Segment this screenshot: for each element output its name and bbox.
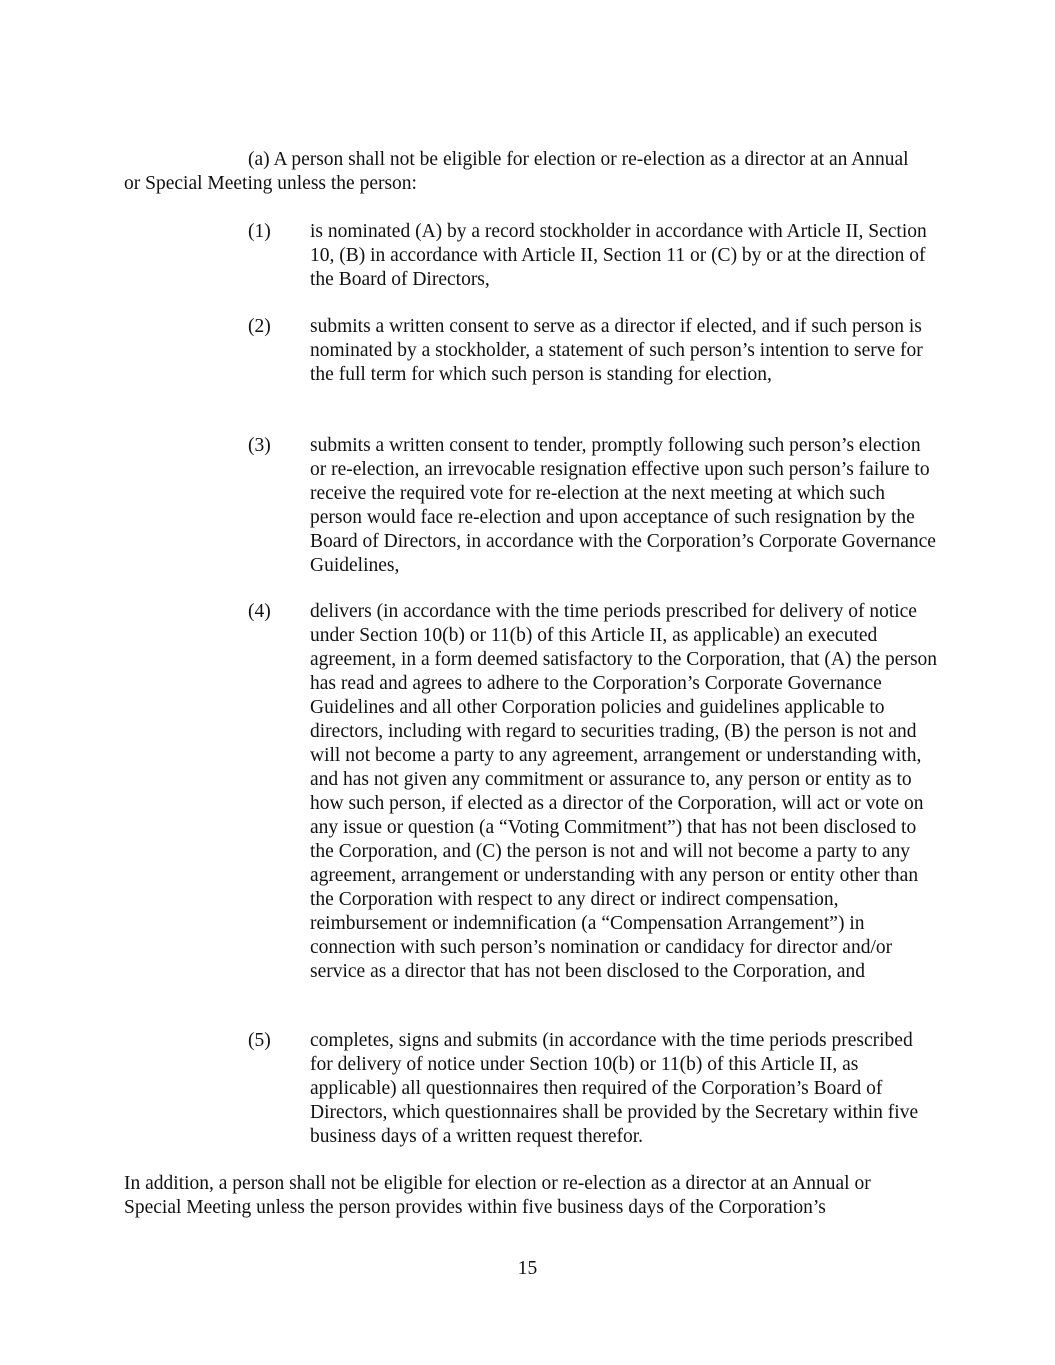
list-item-text: submits a written consent to serve as a director if elected, and if such person is nominated by a stockholder, a statement of such person’s intention to serve for the full term for which such person is standing for election,: [310, 316, 923, 385]
page-number: 15: [517, 1258, 538, 1279]
list-item-number: (3): [248, 435, 271, 456]
list-item-text: delivers (in accordance with the time periods prescribed for delivery of notice under Section 10(b) or 11(b) of this Article II, as applicable) an executed agreement, in a form deemed satisfactory to the Corporation, that (A) the person has read and agrees to adhere to the Corporation’s Corporate Governance Guidelines and all other Corporation policies and guidelines applicable to directors, including with regard to securities trading, (B) the person is not and will not become a party to any agreement, arrangement or understanding with, and has not given any commitment or assurance to, any person or entity as to how such person, if elected as a director of the Corporation, will act or vote on any issue or question (a “Voting Commitment”) that has not been disclosed to the Corporation, and (C) the person is not and will not become a party to any agreement, arrangement or understanding with any person or entity other than the Corporation with respect to any direct or indirect compensation, reimbursement or indemnification (a “Compensation Arrangement”) in connection with such person’s nomination or candidacy for director and/or service as a director that has not been disclosed to the Corporation, and: [310, 601, 938, 982]
list-item-text: is nominated (A) by a record stockholder in accordance with Article II, Section 10, (B) in accordance with Article II, Section 11 or (C) by or at the direction of the Board of Directors,: [310, 221, 927, 290]
list-item-number: (2): [248, 316, 271, 337]
list-item-text: completes, signs and submits (in accordance with the time periods prescribed for delivery of notice under Section 10(b) or 11(b) of this Article II, as applicable) all questionnaires then required of the Corporation’s Board of Directors, which questionnaires shall be provided by the Secretary within five business days of a written request therefor.: [310, 1030, 919, 1147]
list-item-number: (4): [248, 601, 271, 622]
intro-paragraph: (a) A person shall not be eligible for election or re-election as a director at an Annual or Special Meeting unless the person:: [124, 149, 909, 194]
list-item-number: (5): [248, 1030, 271, 1051]
list-item-text: submits a written consent to tender, promptly following such person’s election or re-election, an irrevocable resignation effective upon such person’s failure to receive the required vote for re-election at the next meeting at which such person would face re-election and upon acceptance of such resignation by the Board of Directors, in accordance with the Corporation’s Corporate Governance Guidelines,: [310, 435, 936, 576]
closing-paragraph: In addition, a person shall not be eligible for election or re-election as a director at an Annual or Special Meeting unless the person provides within five business days of the Corporation’s: [124, 1173, 871, 1218]
list-item-number: (1): [248, 221, 271, 242]
